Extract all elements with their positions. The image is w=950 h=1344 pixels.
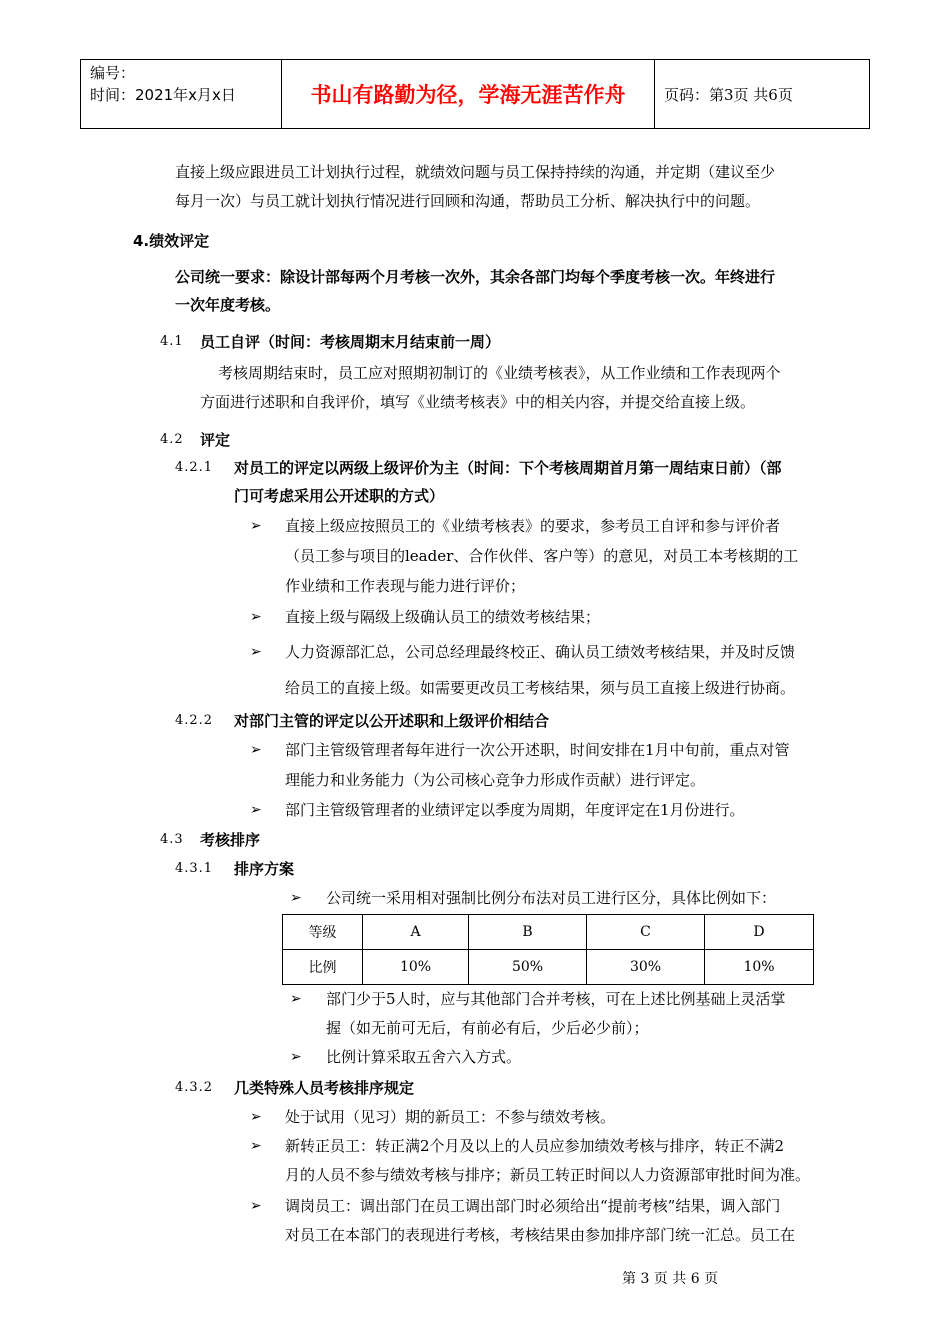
section-4-2-2-bullet-1-line-2: 理能力和业务能力（为公司核心竞争力形成作贡献）进行评定。 bbox=[285, 771, 706, 789]
section-4-3-1-bullet-2-line-1: 部门少于5人时，应与其他部门合并考核，可在上述比例基础上灵活掌 bbox=[326, 990, 786, 1008]
section-4-3-1-title: 排序方案 bbox=[234, 860, 295, 878]
header-code: 编号： bbox=[90, 64, 136, 82]
section-4-3-2-bullet-3-line-1: 调岗员工：调出部门在员工调出部门时必须给出“提前考核”结果，调入部门 bbox=[285, 1197, 781, 1215]
arrow-bullet-icon: ➢ bbox=[250, 1138, 262, 1154]
section-4-3-1-number: 4.3.1 bbox=[175, 861, 214, 876]
section-4-2-1-bullet-3-line-1: 人力资源部汇总，公司总经理最终校正、确认员工绩效考核结果，并及时反馈 bbox=[285, 643, 796, 661]
table-cell: 10% bbox=[705, 950, 814, 985]
section-4-1-body-1: 考核周期结束时，员工应对照期初制订的《业绩考核表》，从工作业绩和工作表现两个 bbox=[218, 364, 781, 382]
section-4-2-1-bullet-1-line-3: 作业绩和工作表现与能力进行评价； bbox=[285, 577, 526, 595]
section-4-2-2-number: 4.2.2 bbox=[175, 713, 214, 728]
section-4-3-title: 考核排序 bbox=[200, 831, 261, 849]
arrow-bullet-icon: ➢ bbox=[250, 609, 262, 625]
arrow-bullet-icon: ➢ bbox=[290, 991, 302, 1007]
section-4-requirement-1: 公司统一要求：除设计部每两个月考核一次外，其余各部门均每个季度考核一次。年终进行 bbox=[175, 268, 776, 286]
arrow-bullet-icon: ➢ bbox=[250, 644, 262, 660]
intro-line-2: 每月一次）与员工就计划执行情况进行回顾和沟通，帮助员工分析、解决执行中的问题。 bbox=[175, 192, 761, 210]
table-row bbox=[283, 950, 814, 985]
section-4-2-number: 4.2 bbox=[160, 432, 184, 447]
arrow-bullet-icon: ➢ bbox=[250, 518, 262, 534]
table-row bbox=[283, 915, 814, 950]
section-4-1-number: 4.1 bbox=[160, 334, 184, 349]
section-4-2-1-title-1: 对员工的评定以两级上级评价为主（时间：下个考核周期首月第一周结束日前）（部 bbox=[234, 459, 782, 477]
section-4-3-2-bullet-2-line-1: 新转正员工：转正满2个月及以上的人员应参加绩效考核与排序，转正不满2 bbox=[285, 1137, 785, 1155]
section-4-2-1-title-2: 门可考虑采用公开述职的方式） bbox=[234, 487, 445, 505]
table-cell: D bbox=[705, 915, 814, 950]
section-4-2-1-bullet-3-line-2: 给员工的直接上级。如需要更改员工考核结果，须与员工直接上级进行协商。 bbox=[285, 679, 796, 697]
arrow-bullet-icon: ➢ bbox=[250, 1198, 262, 1214]
section-4-3-1-bullet-3: 比例计算采取五舍六入方式。 bbox=[326, 1048, 522, 1066]
section-4-1-body-2: 方面进行述职和自我评价，填写《业绩考核表》中的相关内容，并提交给直接上级。 bbox=[200, 393, 756, 411]
arrow-bullet-icon: ➢ bbox=[250, 802, 262, 818]
section-4-3-2-title: 几类特殊人员考核排序规定 bbox=[234, 1079, 415, 1097]
section-4-2-2-bullet-1-line-1: 部门主管级管理者每年进行一次公开述职，时间安排在1月中旬前，重点对管 bbox=[285, 741, 790, 759]
header-meta bbox=[90, 62, 236, 106]
table-cell: C bbox=[587, 915, 705, 950]
ratio-table bbox=[282, 914, 814, 985]
header-motto: 书山有路勤为径，学海无涯苦作舟 bbox=[310, 83, 626, 107]
section-4-3-number: 4.3 bbox=[160, 832, 184, 847]
header-page-info: 页码：第3页 共6页 bbox=[664, 85, 793, 104]
section-4-2-1-bullet-2: 直接上级与隔级上级确认员工的绩效考核结果； bbox=[285, 608, 601, 626]
section-4-requirement-2: 一次年度考核。 bbox=[175, 296, 281, 314]
section-4-3-1-bullet-2-line-2: 握（如无前可无后，有前必有后，少后必少前）； bbox=[326, 1019, 649, 1037]
table-cell: 30% bbox=[587, 950, 705, 985]
section-4-1-title: 员工自评（时间：考核周期末月结束前一周） bbox=[200, 333, 501, 351]
arrow-bullet-icon: ➢ bbox=[250, 1109, 262, 1125]
table-cell: B bbox=[469, 915, 587, 950]
section-4-3-2-bullet-2-line-2: 月的人员不参与绩效考核与排序；新员工转正时间以人力资源部审批时间为准。 bbox=[285, 1166, 811, 1184]
arrow-bullet-icon: ➢ bbox=[290, 1049, 302, 1065]
page-header bbox=[80, 59, 870, 129]
table-cell: 10% bbox=[363, 950, 469, 985]
table-cell: 等级 bbox=[283, 915, 363, 950]
arrow-bullet-icon: ➢ bbox=[250, 742, 262, 758]
section-4-3-1-bullet-1: 公司统一采用相对强制比例分布法对员工进行区分，具体比例如下： bbox=[326, 889, 777, 907]
section-4-2-title: 评定 bbox=[200, 431, 231, 449]
table-cell: 比例 bbox=[283, 950, 363, 985]
section-4-2-2-bullet-2: 部门主管级管理者的业绩评定以季度为周期，年度评定在1月份进行。 bbox=[285, 801, 745, 819]
intro-line-1: 直接上级应跟进员工计划执行过程，就绩效问题与员工保持持续的沟通，并定期（建议至少 bbox=[175, 163, 776, 181]
arrow-bullet-icon: ➢ bbox=[290, 890, 302, 906]
section-4-3-2-bullet-1: 处于试用（见习）期的新员工：不参与绩效考核。 bbox=[285, 1108, 616, 1126]
section-4-title: 4.绩效评定 bbox=[133, 232, 210, 250]
section-4-3-2-bullet-3-line-2: 对员工在本部门的表现进行考核，考核结果由参加排序部门统一汇总。员工在 bbox=[285, 1226, 796, 1244]
section-4-2-1-bullet-1-line-2: （员工参与项目的leader、合作伙伴、客户等）的意见，对员工本考核期的工 bbox=[285, 547, 799, 565]
section-4-2-2-title: 对部门主管的评定以公开述职和上级评价相结合 bbox=[234, 712, 550, 730]
table-cell: A bbox=[363, 915, 469, 950]
section-4-2-1-bullet-1-line-1: 直接上级应按照员工的《业绩考核表》的要求，参考员工自评和参与评价者 bbox=[285, 517, 781, 535]
table-cell: 50% bbox=[469, 950, 587, 985]
section-4-3-2-number: 4.3.2 bbox=[175, 1080, 214, 1095]
section-4-2-1-number: 4.2.1 bbox=[175, 460, 214, 475]
header-date: 时间：2021年x月x日 bbox=[90, 86, 236, 104]
page-footer: 第 3 页 共 6 页 bbox=[622, 1271, 719, 1287]
